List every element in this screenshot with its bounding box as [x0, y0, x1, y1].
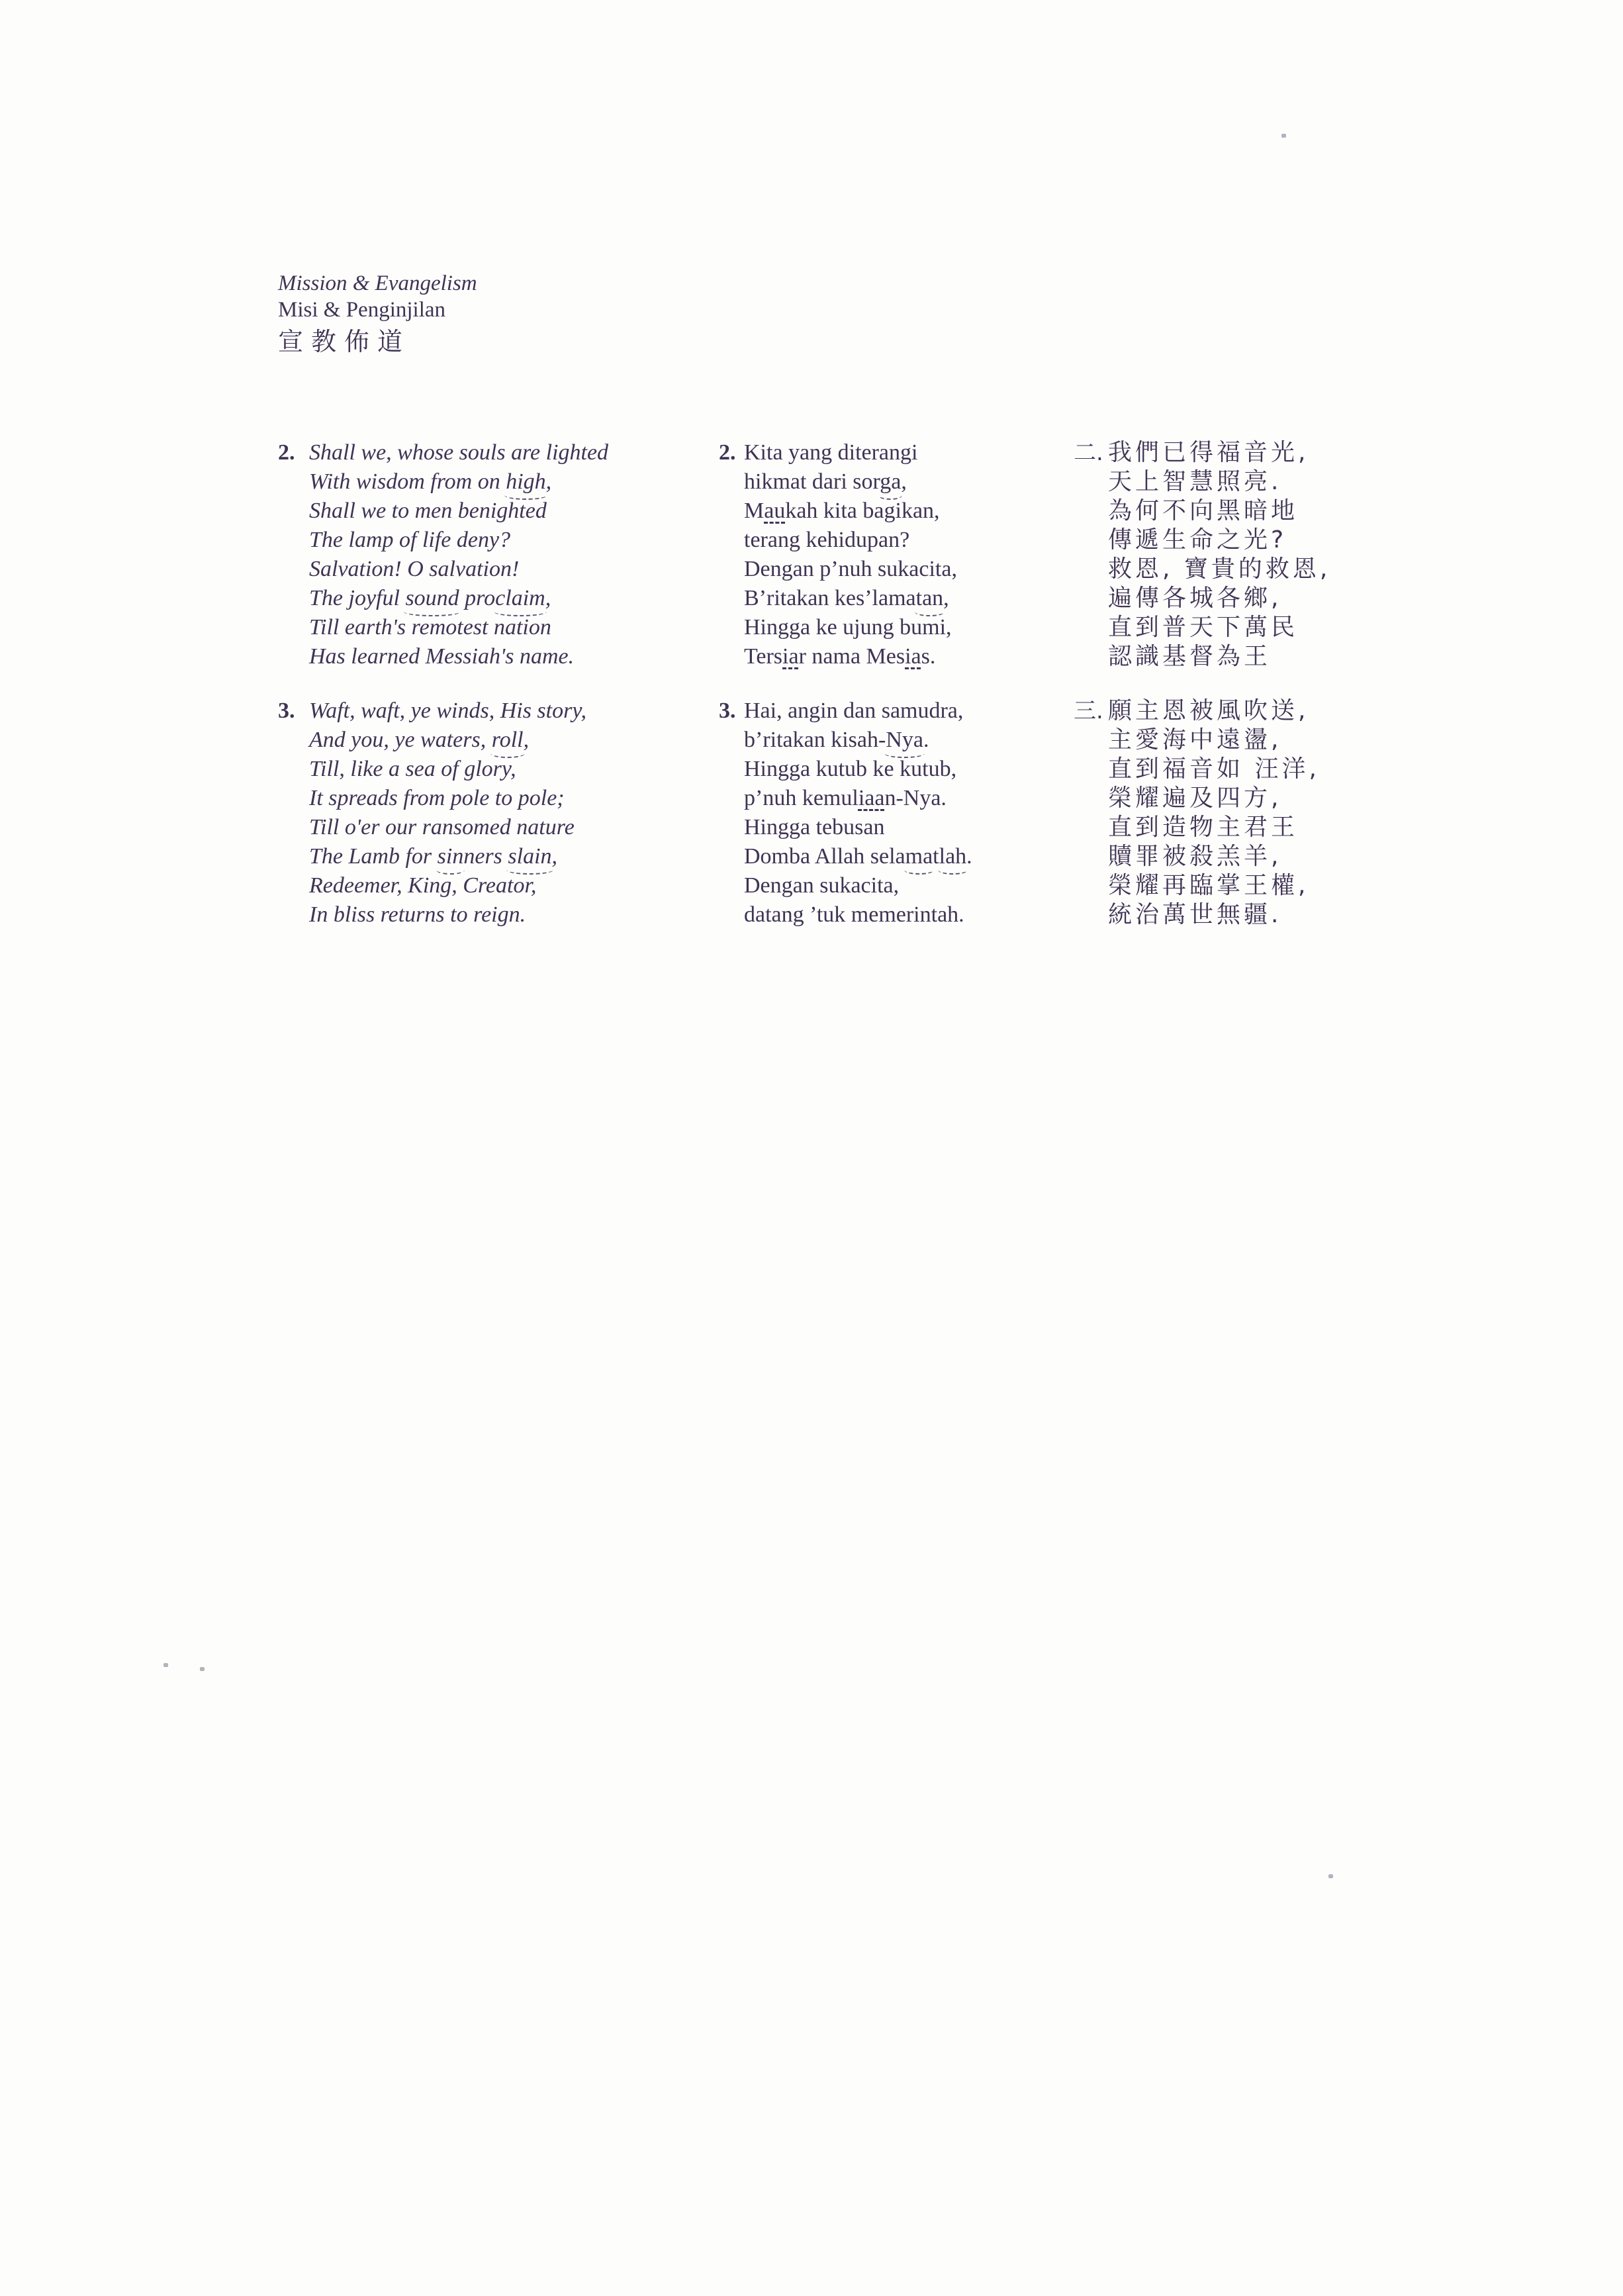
verse: [719, 438, 1063, 671]
verse-line: 傳遞生命之光?: [1108, 526, 1287, 553]
verse-line: p’nuh kemuliaan-Nya.: [744, 786, 947, 810]
verse-line: B’ritakan kes’lamatan,: [744, 586, 949, 610]
verse-line: Maukah kita bagikan,: [744, 499, 940, 523]
verse-line: 天上智慧照亮.: [1108, 468, 1282, 495]
slur-mark-syllable: Nya: [886, 728, 923, 752]
verse-number: 三.: [1074, 698, 1103, 724]
slur-mark-syllable: slain: [508, 844, 552, 869]
verse-line: b’ritakan kisah-Nya.: [744, 728, 929, 752]
verse: [719, 696, 1063, 930]
verse-line: 願主恩被風吹送,: [1108, 697, 1309, 724]
dashed-underline-syllable: ia: [782, 644, 799, 669]
verse-line: terang kehidupan?: [744, 528, 910, 552]
verse-line: Domba Allah selamatlah.: [744, 844, 972, 869]
verse-line: In bliss returns to reign.: [309, 902, 526, 927]
verse-line: With wisdom from on high,: [309, 469, 552, 494]
verse-line: 贖罪被殺羔羊,: [1108, 843, 1282, 870]
verse-number: 3.: [278, 698, 295, 723]
verse-line: hikmat dari sorga,: [744, 469, 907, 494]
dashed-underline-syllable: au: [764, 499, 786, 523]
verse-line: It spreads from pole to pole;: [309, 786, 565, 810]
verse-line: 為何不向黑暗地: [1108, 497, 1299, 524]
verse-line: 救恩, 寶貴的救恩,: [1108, 555, 1331, 583]
verse-line: 認識基督為王: [1108, 643, 1272, 670]
category-title-chinese: 宣教佈道: [278, 327, 411, 356]
verse-lines: [744, 438, 1063, 671]
verse-number: 二.: [1074, 440, 1103, 466]
verse-line: Waft, waft, ye winds, His story,: [309, 698, 587, 723]
verse-line: 我們已得福音光,: [1108, 439, 1309, 466]
verse-lines: [309, 438, 702, 671]
slur-mark-syllable: roll: [491, 728, 524, 752]
category-title-indonesian: Misi & Penginjilan: [278, 298, 446, 322]
verse-lines: [1108, 696, 1391, 930]
verse-line: Hingga tebusan: [744, 815, 885, 839]
verse-number: 3.: [719, 698, 736, 723]
verse-line: Has learned Messiah's name.: [309, 644, 575, 669]
verse-column-indonesian: [719, 438, 1063, 955]
verse-line: Redeemer, King, Creator,: [309, 873, 537, 898]
verse-line: Kita yang diterangi: [744, 440, 918, 465]
dashed-underline-syllable: ia: [905, 644, 921, 669]
verse-line: Shall we, whose souls are lighted: [309, 440, 609, 465]
slur-mark-syllable: high: [506, 469, 546, 494]
verse-lines: [1108, 438, 1391, 671]
verse-line: The lamp of life deny?: [309, 528, 511, 552]
verse-line: datang ’tuk memerintah.: [744, 902, 964, 927]
verse-line: Shall we to men benighted: [309, 499, 547, 523]
verse-number: 2.: [278, 440, 295, 465]
category-title-english: Mission & Evangelism: [278, 271, 477, 295]
slur-mark-syllable: tan: [915, 586, 944, 610]
slur-mark-syllable: lah: [939, 844, 967, 869]
verse: [278, 696, 702, 930]
dashed-underline-syllable: iaa: [858, 786, 885, 810]
verse-line: Dengan sukacita,: [744, 873, 900, 898]
verse-line: Till earth's remotest nation: [309, 615, 551, 640]
slur-mark-syllable: sin: [437, 844, 464, 869]
verse-line: Hai, angin dan samudra,: [744, 698, 964, 723]
verse-line: Hingga ke ujung bumi,: [744, 615, 952, 640]
verse-line: The joyful sound proclaim,: [309, 586, 551, 610]
verse-line: Till o'er our ransomed nature: [309, 815, 575, 839]
verse-line: 統治萬世無疆.: [1108, 901, 1282, 928]
verse-number: 2.: [719, 440, 736, 465]
verse: [1074, 438, 1391, 671]
verse-line: 榮耀遍及四方,: [1108, 785, 1282, 812]
verse-column-english: [278, 438, 702, 955]
verse: [278, 438, 702, 671]
scan-speck: [200, 1667, 205, 1671]
verse-line: Salvation! O salvation!: [309, 557, 520, 581]
scan-speck: [1281, 134, 1286, 138]
verse-line: 直到福音如 汪洋,: [1108, 755, 1320, 783]
verse-line: 主愛海中遠盪,: [1108, 726, 1282, 753]
slur-mark-syllable: ma: [905, 844, 933, 869]
verse-line: The Lamb for sinners slain,: [309, 844, 558, 869]
verse-line: Hingga kutub ke kutub,: [744, 757, 957, 781]
verse: [1074, 696, 1391, 930]
verse-line: 直到造物主君王: [1108, 814, 1299, 841]
category-header: [278, 270, 477, 359]
verse-lines: [309, 696, 702, 930]
verse-line: 遍傳各城各鄉,: [1108, 585, 1282, 612]
scan-speck: [163, 1663, 168, 1667]
verse-column-chinese: [1074, 438, 1391, 955]
verse-line: Tersiar nama Mesias.: [744, 644, 936, 669]
scan-speck: [1328, 1874, 1333, 1878]
slur-mark-syllable: ga: [880, 469, 902, 494]
verse-line: Dengan p’nuh sukacita,: [744, 557, 957, 581]
slur-mark-syllable: claim: [495, 586, 545, 610]
verse-line: And you, ye waters, roll,: [309, 728, 530, 752]
verse-line: Till, like a sea of glory,: [309, 757, 516, 781]
verse-line: 直到普天下萬民: [1108, 614, 1299, 641]
slur-mark-syllable: sound: [405, 586, 459, 610]
verse-line: 榮耀再臨掌王權,: [1108, 872, 1309, 899]
verse-lines: [744, 696, 1063, 930]
